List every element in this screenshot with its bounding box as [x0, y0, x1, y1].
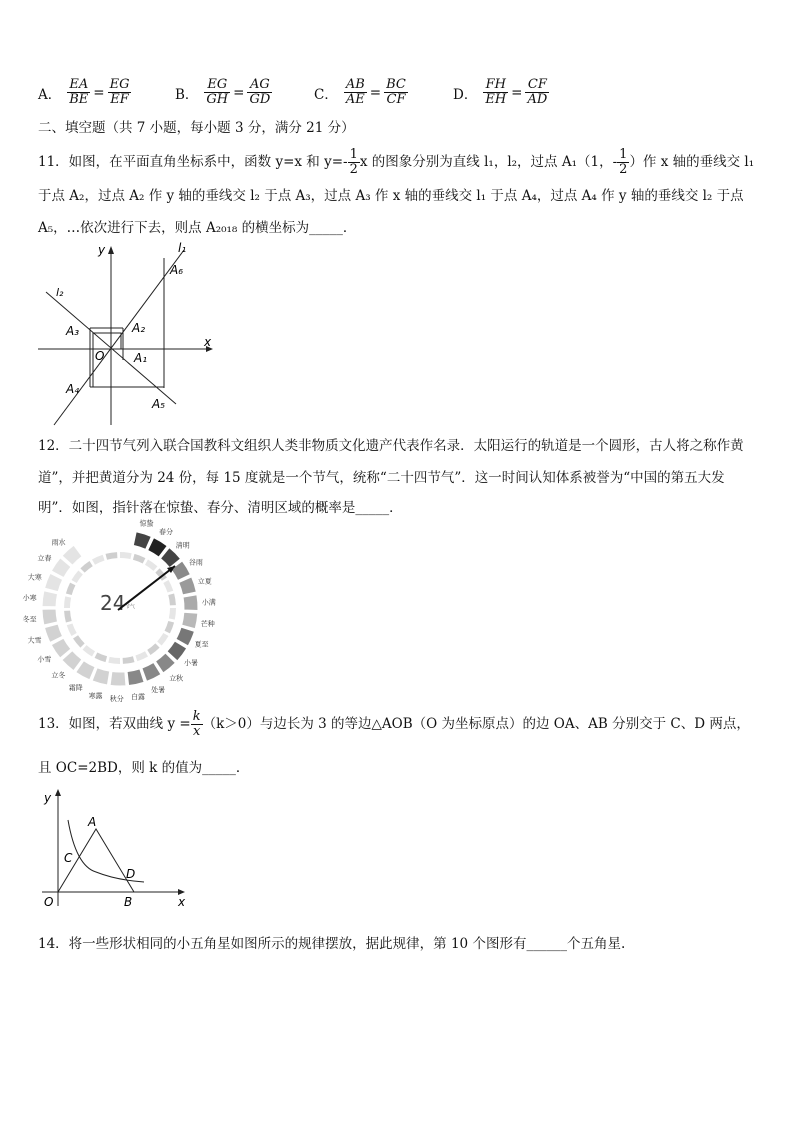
- numerator: CF: [525, 78, 549, 93]
- denominator: EF: [110, 92, 129, 107]
- denominator: 2: [349, 162, 358, 177]
- fraction: [483, 78, 508, 107]
- term-label: 小暑: [183, 659, 198, 668]
- option-label: B．: [175, 86, 199, 103]
- term-label: 小雪: [37, 655, 52, 664]
- label-a2: A₂: [132, 321, 146, 335]
- numerator: BC: [386, 77, 406, 92]
- denominator: CF: [386, 92, 406, 107]
- label-c: C: [64, 851, 73, 865]
- fraction: [191, 710, 203, 739]
- q14-line1: 14．将一些形状相同的小五角星如图所示的规律摆放，据此规律，第 10 个图形有______个五角星.: [38, 936, 626, 952]
- inner-ring-segment: [120, 552, 132, 559]
- option-a: A． $\frac{EA}{BE}$ = $\frac{EG}{EF}$: [38, 77, 130, 107]
- q11-line1: [38, 148, 754, 177]
- denominator: x: [192, 724, 201, 739]
- text: （k＞0）与边长为 3 的等边△AOB（O 为坐标原点）的边 OA、AB 分别交于 C、D 两点，: [202, 716, 750, 732]
- term-label: 清明: [175, 541, 190, 550]
- text: 13．如图，若双曲线 y =: [38, 716, 191, 732]
- label-a5: A₅: [152, 397, 166, 411]
- term-label: 寒露: [88, 691, 103, 700]
- solar-terms-dial: [22, 519, 226, 703]
- term-label: 大雪: [27, 636, 42, 645]
- term-label: 芒种: [200, 620, 215, 629]
- numerator: FH: [483, 78, 508, 93]
- center-small: 节气: [125, 604, 136, 610]
- fraction: [108, 78, 132, 107]
- text: x 的图象分别为直线 l₁，l₂，过点 A₁（1，-: [359, 154, 618, 170]
- q12-line2: 道”，并把黄道分为 24 份，每 15 度就是一个节气，统称“二十四节气”．这一时间认知体系被誉为“中国的第五大发: [38, 470, 725, 486]
- term-label: 惊蛰: [139, 519, 154, 528]
- option-b: B． $\frac{EG}{GH}$ = $\frac{AG}{GD}$: [175, 77, 271, 107]
- label-y: y: [98, 243, 106, 257]
- label-a6: A₆: [170, 263, 184, 277]
- option-label: A．: [38, 86, 62, 103]
- q13-line2: 且 OC=2BD，则 k 的值为_____．: [38, 760, 250, 776]
- fraction: [344, 78, 367, 107]
- q11-line2: 于点 A₂，过点 A₂ 作 y 轴的垂线交 l₂ 于点 A₃，过点 A₃ 作 x 轴的垂线交 l₁ 于点 A₄，过点 A₄ 作 y 轴的垂线交 l₂ 于点: [38, 188, 744, 204]
- numerator: EG: [109, 77, 130, 92]
- term-label: 处暑: [151, 686, 166, 695]
- dial-sector: [110, 671, 126, 686]
- denominator: AD: [527, 92, 548, 107]
- label-a4: A₄: [66, 382, 80, 396]
- dial-sector: [183, 595, 198, 611]
- denominator: 2: [619, 162, 628, 177]
- numerator: k: [192, 709, 201, 724]
- section-heading: 二、填空题（共 7 小题，每小题 3 分，满分 21 分）: [38, 120, 355, 136]
- term-label: 立春: [37, 554, 52, 563]
- fraction: [384, 78, 408, 107]
- term-label: 秋分: [109, 694, 124, 703]
- fraction: [67, 78, 90, 107]
- text: 11．如图，在平面直角坐标系中，函数 y=x 和 y=-: [38, 154, 348, 170]
- label-a3: A₃: [66, 324, 80, 338]
- term-label: 谷雨: [188, 558, 203, 567]
- option-label: D．: [453, 86, 478, 103]
- inner-ring-segment: [169, 608, 176, 620]
- option-d: D． $\frac{FH}{EH}$ = $\frac{CF}{AD}$: [453, 77, 548, 107]
- fraction: [525, 78, 549, 107]
- q13-line1: [38, 710, 750, 739]
- denominator: BE: [69, 92, 89, 107]
- dial-sector: [42, 609, 58, 625]
- numerator: AB: [345, 77, 365, 92]
- label-b: B: [124, 895, 133, 909]
- term-label: 雨水: [51, 538, 66, 547]
- term-label: 大寒: [27, 573, 42, 582]
- inner-ring-segment: [64, 596, 71, 608]
- term-label: 小寒: [22, 594, 37, 603]
- label-origin: O: [95, 349, 105, 363]
- numerator: AG: [247, 78, 272, 93]
- denominator: GH: [206, 92, 229, 107]
- numerator: 1: [619, 147, 628, 162]
- label-x: x: [178, 895, 186, 909]
- term-label: 白露: [130, 692, 145, 701]
- fraction: [204, 78, 230, 107]
- numerator: 1: [349, 147, 358, 162]
- option-label: C．: [314, 86, 338, 103]
- fraction: [348, 148, 360, 177]
- label-l2: l₂: [56, 286, 64, 299]
- q11-line3: A₅，…依次进行下去，则点 A₂₀₁₈ 的横坐标为_____．: [38, 220, 357, 236]
- q12-line1: 12．二十四节气列入联合国教科文组织人类非物质文化遗产代表作名录．太阳运行的轨道是一个圆形，古人将之称作黄: [38, 438, 744, 454]
- option-c: C． $\frac{AB}{AE}$ = $\frac{BC}{CF}$: [314, 77, 406, 107]
- q12-line3: 明”．如图，指针落在惊蛰、春分、清明区域的概率是_____．: [38, 500, 403, 516]
- term-label: 霜降: [68, 683, 83, 692]
- label-a: A: [88, 815, 97, 829]
- q13-figure: [36, 786, 196, 912]
- text: ）作 x 轴的垂线交 l₁: [629, 154, 755, 170]
- label-y: y: [44, 791, 52, 805]
- q11-figure: [36, 240, 216, 428]
- label-x: x: [204, 335, 212, 349]
- label-d: D: [126, 867, 136, 881]
- fraction: [617, 148, 629, 177]
- term-label: 小满: [201, 598, 216, 607]
- term-label: 冬至: [22, 615, 37, 624]
- numerator: EG: [204, 78, 230, 93]
- dial-sector: [42, 591, 58, 607]
- numerator: EA: [67, 78, 90, 93]
- term-label: 夏至: [194, 640, 209, 649]
- fraction: [247, 78, 272, 107]
- label-o: O: [44, 895, 54, 909]
- denominator: EH: [485, 92, 507, 107]
- denominator: GD: [249, 92, 271, 107]
- term-label: 立秋: [169, 674, 184, 683]
- y-axis-arrow: [55, 789, 61, 796]
- center-number: 24: [100, 591, 126, 615]
- denominator: AE: [345, 92, 365, 107]
- inner-ring-segment: [108, 657, 120, 664]
- term-label: 立冬: [51, 671, 66, 680]
- term-label: 春分: [158, 528, 173, 537]
- label-l1: l₁: [178, 241, 187, 255]
- term-label: 立夏: [197, 577, 212, 586]
- label-a1: A₁: [134, 351, 148, 365]
